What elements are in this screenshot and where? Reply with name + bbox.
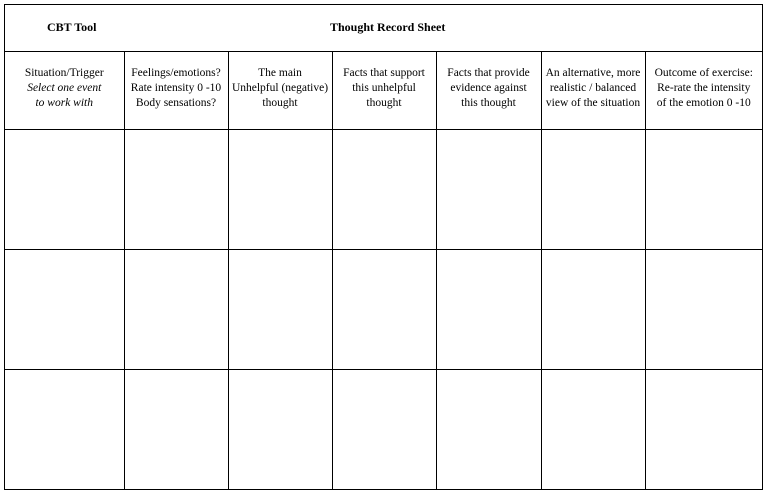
- table-cell[interactable]: [5, 369, 124, 490]
- table-cell[interactable]: [645, 369, 762, 490]
- table-cell[interactable]: [645, 249, 762, 369]
- column-header-situation: [5, 52, 124, 129]
- column-header-note: to work with: [35, 97, 93, 109]
- column-header-line: view of the situation: [545, 97, 641, 109]
- column-header-line: of the emotion 0 -10: [656, 97, 751, 109]
- column-header-note: Select one event: [27, 82, 102, 94]
- title-row: [5, 5, 762, 52]
- table-cell[interactable]: [228, 129, 332, 249]
- thought-record-sheet: [4, 4, 763, 490]
- column-header-alternative-view: [541, 52, 645, 129]
- column-header-line: Feelings/emotions?: [131, 67, 221, 79]
- table-cell[interactable]: [436, 249, 541, 369]
- table-cell[interactable]: [5, 129, 124, 249]
- table-cell[interactable]: [332, 369, 436, 490]
- column-header-row: [5, 52, 762, 129]
- column-header-unhelpful-thought: [228, 52, 332, 129]
- column-header-line: this unhelpful: [352, 82, 416, 94]
- sheet-title: Thought Record Sheet: [330, 20, 446, 34]
- table-row: [5, 369, 762, 490]
- column-header-line: Situation/Trigger: [24, 67, 104, 79]
- column-header-line: Facts that provide: [447, 67, 530, 79]
- table-cell[interactable]: [541, 369, 645, 490]
- column-header-outcome: [645, 52, 762, 129]
- column-header-line: this thought: [461, 97, 516, 109]
- table-cell[interactable]: [436, 369, 541, 490]
- table-row: [5, 129, 762, 249]
- column-header-supporting-facts: [332, 52, 436, 129]
- table-cell[interactable]: [228, 369, 332, 490]
- table-cell[interactable]: [124, 129, 228, 249]
- table-cell[interactable]: [228, 249, 332, 369]
- table-cell[interactable]: [332, 249, 436, 369]
- thought-record-table: [5, 52, 762, 490]
- column-header-line: realistic / balanced: [549, 82, 637, 94]
- column-header-line: Body sensations?: [135, 97, 217, 109]
- table-cell[interactable]: [124, 249, 228, 369]
- column-header-opposing-evidence: [436, 52, 541, 129]
- column-header-line: thought: [366, 97, 402, 109]
- tool-name: CBT Tool: [47, 20, 97, 34]
- table-row: [5, 249, 762, 369]
- table-cell[interactable]: [124, 369, 228, 490]
- table-cell[interactable]: [332, 129, 436, 249]
- column-header-line: Facts that support: [343, 67, 425, 79]
- column-header-feelings: [124, 52, 228, 129]
- column-header-line: evidence against: [450, 82, 527, 94]
- column-header-line: Outcome of exercise:: [654, 67, 753, 79]
- table-cell[interactable]: [645, 129, 762, 249]
- table-cell[interactable]: [5, 249, 124, 369]
- column-header-line: Re-rate the intensity: [657, 82, 751, 94]
- table-cell[interactable]: [436, 129, 541, 249]
- column-header-line: thought: [262, 97, 298, 109]
- column-header-line: An alternative, more: [545, 67, 641, 79]
- column-header-line: Unhelpful (negative): [231, 82, 329, 94]
- column-header-line: Rate intensity 0 -10: [130, 82, 222, 94]
- table-cell[interactable]: [541, 129, 645, 249]
- table-cell[interactable]: [541, 249, 645, 369]
- column-header-line: The main: [258, 67, 302, 79]
